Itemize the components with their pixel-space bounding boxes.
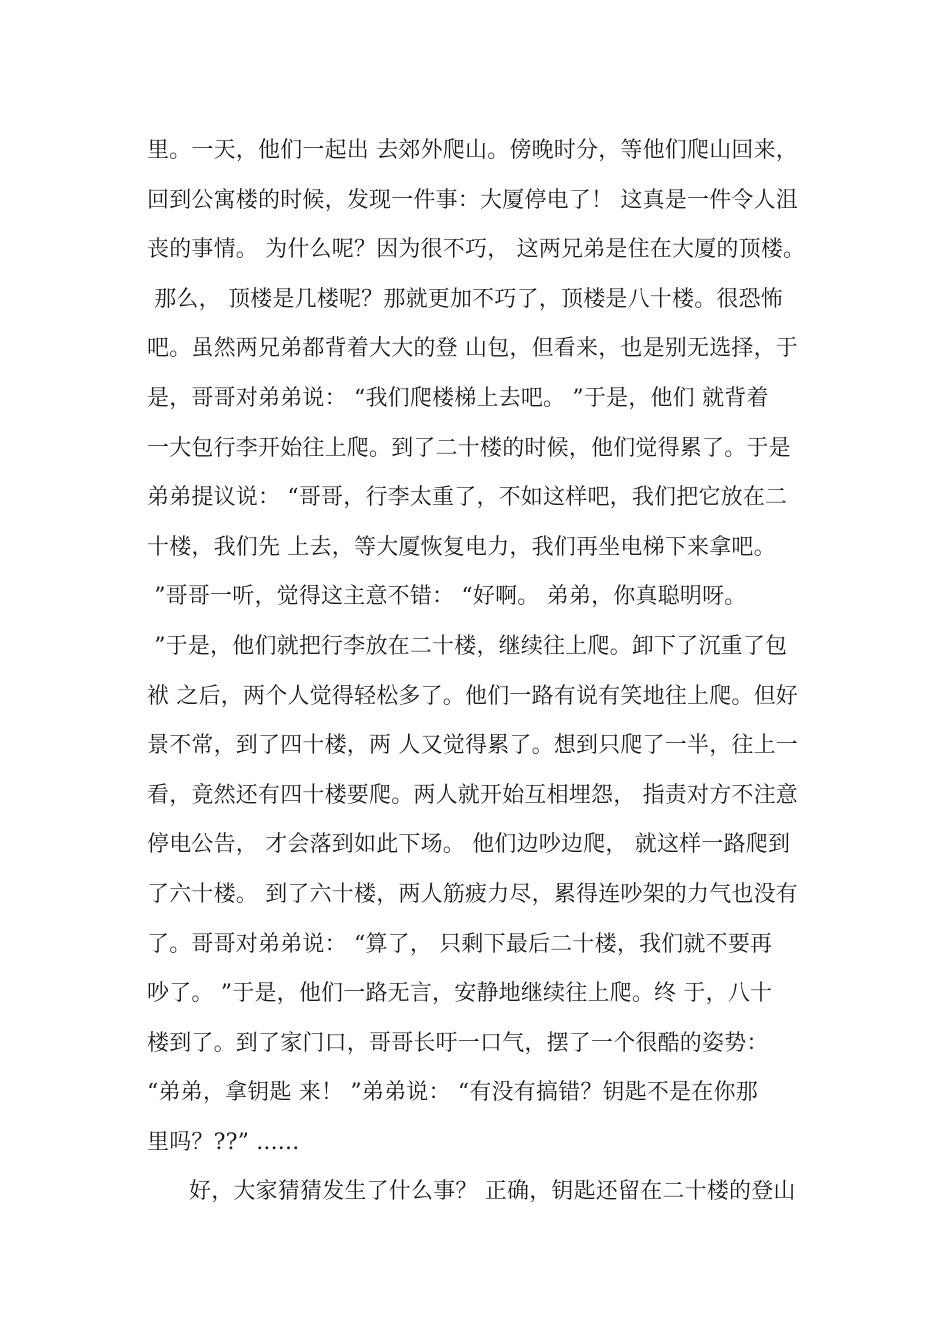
text-line-6: 是，哥哥对弟弟说： “我们爬楼梯上去吧。 ”于是，他们 就背着 bbox=[147, 385, 769, 411]
text-line-18: 吵了。 ”于是，他们一路无言，安静地继续往上爬。终 于，八十 bbox=[147, 981, 773, 1007]
text-line-21: 里吗？??” ...... bbox=[147, 1129, 300, 1155]
text-line-15: 停电公告， 才会落到如此下场。 他们边吵边爬， 就这样一路爬到 bbox=[147, 832, 791, 858]
story-text bbox=[147, 126, 847, 1217]
text-line-17: 了。哥哥对弟弟说： “算了， 只剩下最后二十楼，我们就不要再 bbox=[147, 931, 773, 957]
text-line-3: 丧的事情。 为什么呢？因为很不巧， 这两兄弟是住在大厦的顶楼。 bbox=[147, 237, 806, 263]
text-line-8: 弟弟提议说： “哥哥，行李太重了，不如这样吧，我们把它放在二 bbox=[147, 485, 788, 511]
text-line-13: 景不常，到了四十楼，两 人又觉得累了。想到只爬了一半，往上一 bbox=[147, 733, 798, 759]
text-line-11: ”于是，他们就把行李放在二十楼，继续往上爬。卸下了沉重了包 bbox=[147, 633, 788, 659]
text-line-9: 十楼，我们先 上去，等大厦恢复电力，我们再坐电梯下来拿吧。 bbox=[147, 534, 776, 560]
text-line-19: 楼到了。到了家门口，哥哥长吁一口气，摆了一个很酷的姿势： bbox=[147, 1030, 769, 1056]
text-line-2: 回到公寓楼的时候，发现一件事：大厦停电了！ 这真是一件令人沮 bbox=[147, 187, 798, 213]
text-line-12: 袱 之后，两个人觉得轻松多了。他们一路有说有笑地往上爬。但好 bbox=[147, 683, 798, 709]
text-line-14: 看，竟然还有四十楼要爬。两人就开始互相埋怨， 指责对方不注意 bbox=[147, 782, 798, 808]
text-line-1: 里。一天，他们一起出 去郊外爬山。傍晚时分，等他们爬山回来， bbox=[147, 138, 798, 163]
text-line-16: 了六十楼。 到了六十楼，两人筋疲力尽，累得连吵架的力气也没有 bbox=[147, 881, 798, 907]
text-line-5: 吧。虽然两兄弟都背着大大的登 山包，但看来，也是别无选择，于 bbox=[147, 336, 798, 362]
text-line-7: 一大包行李开始往上爬。到了二十楼的时候，他们觉得累了。于是 bbox=[147, 435, 791, 461]
paragraph-start-line: 好，大家猜猜发生了什么事？ 正确，钥匙还留在二十楼的登山 bbox=[189, 1179, 796, 1205]
text-line-10: ”哥哥一听，觉得这主意不错： “好啊。 弟弟，你真聪明呀。 bbox=[147, 584, 747, 610]
text-line-4: 那么， 顶楼是几楼呢？那就更加不巧了，顶楼是八十楼。很恐怖 bbox=[147, 286, 783, 312]
text-line-20: “弟弟，拿钥匙 来！ ”弟弟说： “有没有搞错？钥匙不是在你那 bbox=[147, 1080, 758, 1106]
